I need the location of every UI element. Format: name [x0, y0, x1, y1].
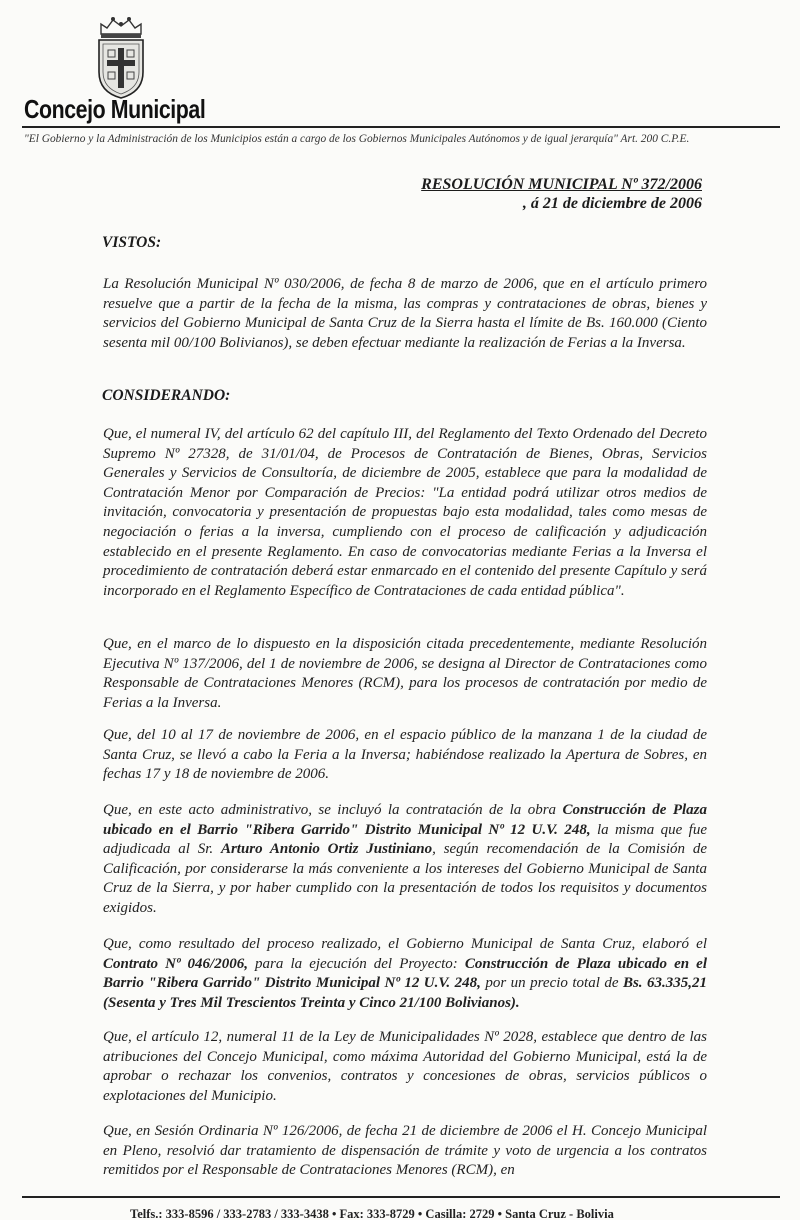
considerando-heading: CONSIDERANDO:	[102, 387, 231, 404]
paragraph-resolution-030: La Resolución Municipal Nº 030/2006, de fecha 8 de marzo de 2006, que en el artículo primero resuelve que a partir de la fecha de la misma, las compras y contrataciones de obras, bienes y servicios del Gobierno Municipal de Santa Cruz de la Sierra hasta el límite de Bs. 160.000 (Ciento sesenta mil 00/100 Bolivianos), se deben efectuar mediante la realización de Ferias a la Inversa.	[103, 276, 707, 351]
adjudicacion-text-1: Que, en este acto administrativo, se incluyó la contratación de la obra	[103, 802, 563, 818]
resolution-title: RESOLUCIÓN MUNICIPAL Nº 372/2006	[421, 176, 702, 193]
paragraph-resolucion-ejecutiva: Que, en el marco de lo dispuesto en la disposición citada precedentemente, mediante Resolución Ejecutiva Nº 137/2006, del 1 de noviembre de 2006, se designa al Director de Contrataciones como Responsable de Contrataciones Menores (RCM), para los procesos de contratación por medio de Ferias a la Inversa.	[103, 636, 707, 711]
municipal-coat-of-arms	[93, 12, 149, 100]
footer-rule	[22, 1196, 780, 1198]
footer-contact: Telfs.: 333-8596 / 333-2783 / 333-3438 • Fax: 333-8729 • Casilla: 2729 • Santa Cruz - Bolivia	[130, 1207, 614, 1220]
contrato-amount: Bs. 63.335,21 (Sesenta y Tres Mil Trescientos Treinta y Cinco 21/100 Bolivianos).	[103, 975, 708, 1011]
contrato-text-2: para la ejecución del Proyecto:	[247, 955, 465, 972]
paragraph-adjudicacion	[103, 801, 707, 919]
contrato-number: Contrato Nº 046/2006,	[103, 955, 248, 972]
paragraph-reglamento: Que, el numeral IV, del artículo 62 del capítulo III, del Reglamento del Texto Ordenado del Decreto Supremo Nº 27328, de 31/01/04, de Procesos de Contratación de Bienes, Obras, Servicios Generales y Servicios de Consultoría, de diciembre de 2005, establece que para la modalidad de Contratación Menor por Comparación de Precios: "La entidad podrá utilizar otros medios de invitación, convocatoria y presentación de propuestas bajo esta modalidad, tales como mesas de negociación o ferias a la inversa, cumpliendo con el proceso de calificación y adjudicación establecido en el presente Reglamento. En caso de convocatorias mediante Ferias a la Inversa el procedimiento de contratación deberá estar enmarcado en el contenido del presente Capítulo y será incorporado en el Reglamento Específico de Contrataciones de cada entidad pública".	[103, 426, 707, 599]
header-rule	[22, 126, 780, 128]
obra-name: Construcción de Plaza ubicado en el Barrio "Ribera Garrido" Distrito Municipal Nº 12 U.V. 248,	[103, 802, 707, 838]
constitution-motto: "El Gobierno y la Administración de los Municipios están a cargo de los Gobiernos Municipales Autónomos y de igual jerarquía" Art. 200 C.P.E.	[24, 133, 690, 145]
paragraph-contrato	[103, 935, 707, 1013]
proyecto-name: Construcción de Plaza ubicado en el Barrio "Ribera Garrido" Distrito Municipal Nº 12 U.V. 248,	[103, 955, 707, 992]
contractor-name: Arturo Antonio Ortiz Justiniano	[220, 841, 433, 858]
adjudicacion-text-3: , según recomendación de la Comisión de Calificación, por considerarse la más conveniente a los intereses del Gobierno Municipal de Santa Cruz de la Sierra, y por haber cumplido con la presentación de todos los requisitos y documentos exigidos.	[103, 841, 707, 916]
contrato-text-1: Que, como resultado del proceso realizado, el Gobierno Municipal de Santa Cruz, elaboró el	[103, 936, 707, 952]
organization-name: Concejo Municipal	[24, 94, 206, 124]
contrato-text-3: por un precio total de	[480, 975, 623, 992]
resolution-date: , á 21 de diciembre de 2006	[522, 195, 702, 212]
paragraph-ley-municipalidades: Que, el artículo 12, numeral 11 de la Ley de Municipalidades Nº 2028, establece que dentro de las atribuciones del Concejo Municipal, como máxima Autoridad del Gobierno Municipal, está la de aprobar o rechazar los convenios, contratos y concesiones de obras, servicios públicos o explotaciones del Municipio.	[103, 1029, 707, 1104]
adjudicacion-text-2: la misma que fue adjudicada al Sr.	[103, 821, 707, 858]
paragraph-sesion-ordinaria: Que, en Sesión Ordinaria Nº 126/2006, de fecha 21 de diciembre de 2006 el H. Concejo Municipal en Pleno, resolvió dar tratamiento de dispensación de trámite y voto de urgencia a los contratos remitidos por el Responsable de Contrataciones Menores (RCM), en	[103, 1123, 707, 1179]
paragraph-feria-inversa: Que, del 10 al 17 de noviembre de 2006, en el espacio público de la manzana 1 de la ciudad de Santa Cruz, se llevó a cabo la Feria a la Inversa; habiéndose realizado la Apertura de Sobres, en fechas 17 y 18 de noviembre de 2006.	[103, 727, 707, 783]
vistos-heading: VISTOS:	[102, 234, 162, 251]
